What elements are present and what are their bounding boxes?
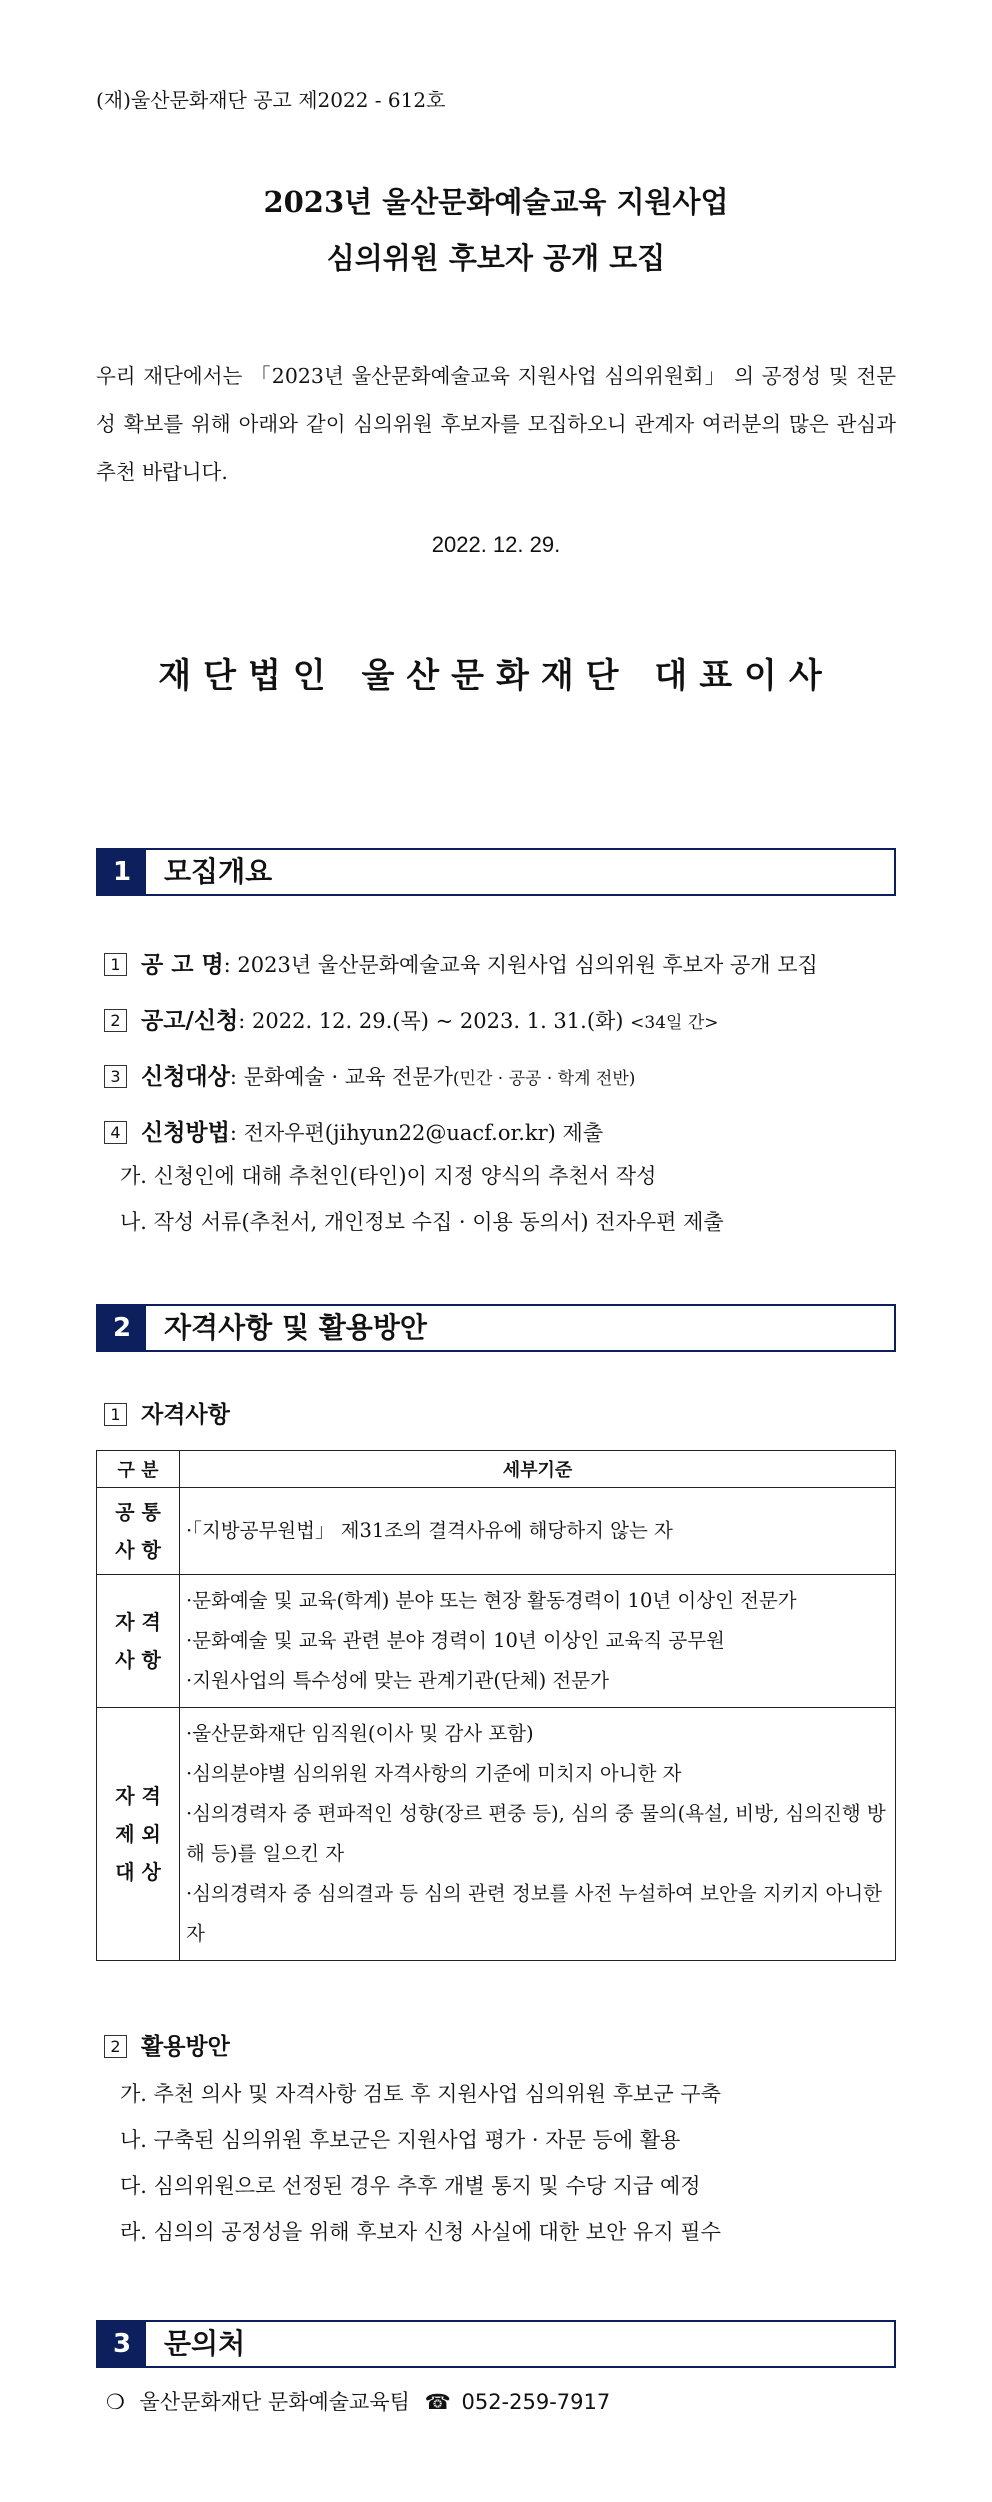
- method-sub-item: 가. 신청인에 대해 추천인(타인)이 지정 양식의 추천서 작성: [120, 1164, 657, 1188]
- bullet-icon: ❍: [106, 2390, 125, 2414]
- qualification-table: [96, 1450, 896, 1961]
- subsection-title: 자격사항: [141, 1402, 230, 1428]
- item-label: 신청방법: [141, 1120, 230, 1146]
- usage-item: 다. 심의위원으로 선정된 경우 추후 개별 통지 및 수당 지급 예정: [120, 2174, 701, 2198]
- section-3-header: [96, 2320, 896, 2368]
- detail-line: ·문화예술 및 교육(학계) 분야 또는 현장 활동경력이 10년 이상인 전문가: [186, 1589, 797, 1612]
- section-2-header: [96, 1304, 896, 1352]
- detail-line: ·「지방공무원법」 제31조의 결격사유에 해당하지 않는 자: [186, 1519, 673, 1542]
- table-row: [97, 1708, 896, 1961]
- notice-number: (재)울산문화재단 공고 제2022 - 612호: [96, 88, 446, 112]
- announcement-date: 2022. 12. 29.: [431, 532, 561, 557]
- contact-phone: 052-259-7917: [461, 2390, 611, 2414]
- item-number-box: 1: [104, 1403, 127, 1426]
- detail-line: ·심의경력자 중 심의결과 등 심의 관련 정보를 사전 누설하여 보안을 지키지 아니한 자: [186, 1882, 883, 1945]
- overview-item: [104, 1002, 719, 1035]
- contact-team: 울산문화재단 문화예술교육팀: [139, 2390, 410, 2414]
- table-category: 자 격 제 외 대 상: [97, 1708, 180, 1961]
- item-label: 공 고 명: [141, 952, 224, 978]
- phone-icon: ☎: [424, 2390, 451, 2414]
- contact-line: [106, 2386, 610, 2416]
- section-title: 문의처: [164, 2327, 246, 2360]
- detail-line: ·심의분야별 심의위원 자격사항의 기준에 미치지 아니한 자: [186, 1762, 682, 1785]
- usage-item: 라. 심의의 공정성을 위해 후보자 신청 사실에 대한 보안 유지 필수: [120, 2220, 721, 2244]
- item-value: : 2023년 울산문화예술교육 지원사업 심의위원 후보자 공개 모집: [223, 953, 818, 977]
- item-note: (민간 · 공공 · 학계 전반): [452, 1069, 636, 1089]
- detail-line: ·문화예술 및 교육 관련 분야 경력이 10년 이상인 교육직 공무원: [186, 1629, 725, 1652]
- detail-line: ·울산문화재단 임직원(이사 및 감사 포함): [186, 1722, 534, 1745]
- item-label: 신청대상: [141, 1064, 230, 1090]
- detail-line: ·지원사업의 특수성에 맞는 관계기관(단체) 전문가: [186, 1669, 609, 1692]
- table-details: [180, 1708, 896, 1961]
- page-title: 2023년 울산문화예술교육 지원사업: [263, 185, 729, 219]
- issuer-name: 재단법인 울산문화재단 대표이사: [158, 656, 834, 696]
- item-number-box: 2: [104, 1009, 127, 1032]
- detail-line: ·심의경력자 중 편파적인 성향(장르 편중 등), 심의 중 물의(욕설, 비방, 심의진행 방해 등)를 일으킨 자: [186, 1802, 886, 1865]
- item-number-box: 3: [104, 1065, 127, 1088]
- item-number-box: 1: [104, 953, 127, 976]
- section-title: 자격사항 및 활용방안: [164, 1311, 427, 1344]
- table-header-row: [97, 1451, 896, 1488]
- item-value: : 2022. 12. 29.(목) ~ 2023. 1. 31.(화): [238, 1009, 631, 1033]
- table-row: [97, 1488, 896, 1575]
- method-sub-item: 나. 작성 서류(추천서, 개인정보 수집 · 이용 동의서) 전자우편 제출: [120, 1210, 724, 1234]
- item-number-box: 2: [104, 2035, 127, 2058]
- section-1-header: [96, 848, 896, 896]
- table-row: [97, 1575, 896, 1708]
- section-number: 2: [98, 1306, 146, 1350]
- intro-paragraph: 우리 재단에서는 「2023년 울산문화예술교육 지원사업 심의위원회」 의 공정성 및 전문성 확보를 위해 아래와 같이 심의위원 후보자를 모집하오니 관계자 여러분의 많은 관심과 추천 바랍니다.: [96, 364, 896, 484]
- table-header: 구 분: [97, 1451, 180, 1488]
- table-category: 공 통 사 항: [97, 1488, 180, 1575]
- table-details: [180, 1488, 896, 1575]
- subsection-usage: [104, 2028, 230, 2061]
- page-subtitle: 심의위원 후보자 공개 모집: [326, 241, 666, 275]
- table-header: 세부기준: [180, 1451, 896, 1488]
- item-value: : 문화예술 · 교육 전문가: [229, 1065, 453, 1089]
- item-note: <34일 간>: [630, 1013, 719, 1033]
- table-details: [180, 1575, 896, 1708]
- usage-item: 가. 추천 의사 및 자격사항 검토 후 지원사업 심의위원 후보군 구축: [120, 2082, 721, 2106]
- section-number: 1: [98, 850, 146, 894]
- item-value: : 전자우편(jihyun22@uacf.or.kr) 제출: [229, 1121, 604, 1145]
- usage-item: 나. 구축된 심의위원 후보군은 지원사업 평가 · 자문 등에 활용: [120, 2128, 681, 2152]
- subsection-title: 활용방안: [141, 2034, 230, 2060]
- overview-item: [104, 1114, 603, 1147]
- item-label: 공고/신청: [141, 1008, 239, 1034]
- table-category: 자 격 사 항: [97, 1575, 180, 1708]
- item-number-box: 4: [104, 1121, 127, 1144]
- section-number: 3: [98, 2322, 146, 2366]
- overview-item: [104, 1058, 635, 1091]
- subsection-qualifications: [104, 1396, 230, 1429]
- section-title: 모집개요: [164, 855, 273, 888]
- overview-item: [104, 946, 818, 979]
